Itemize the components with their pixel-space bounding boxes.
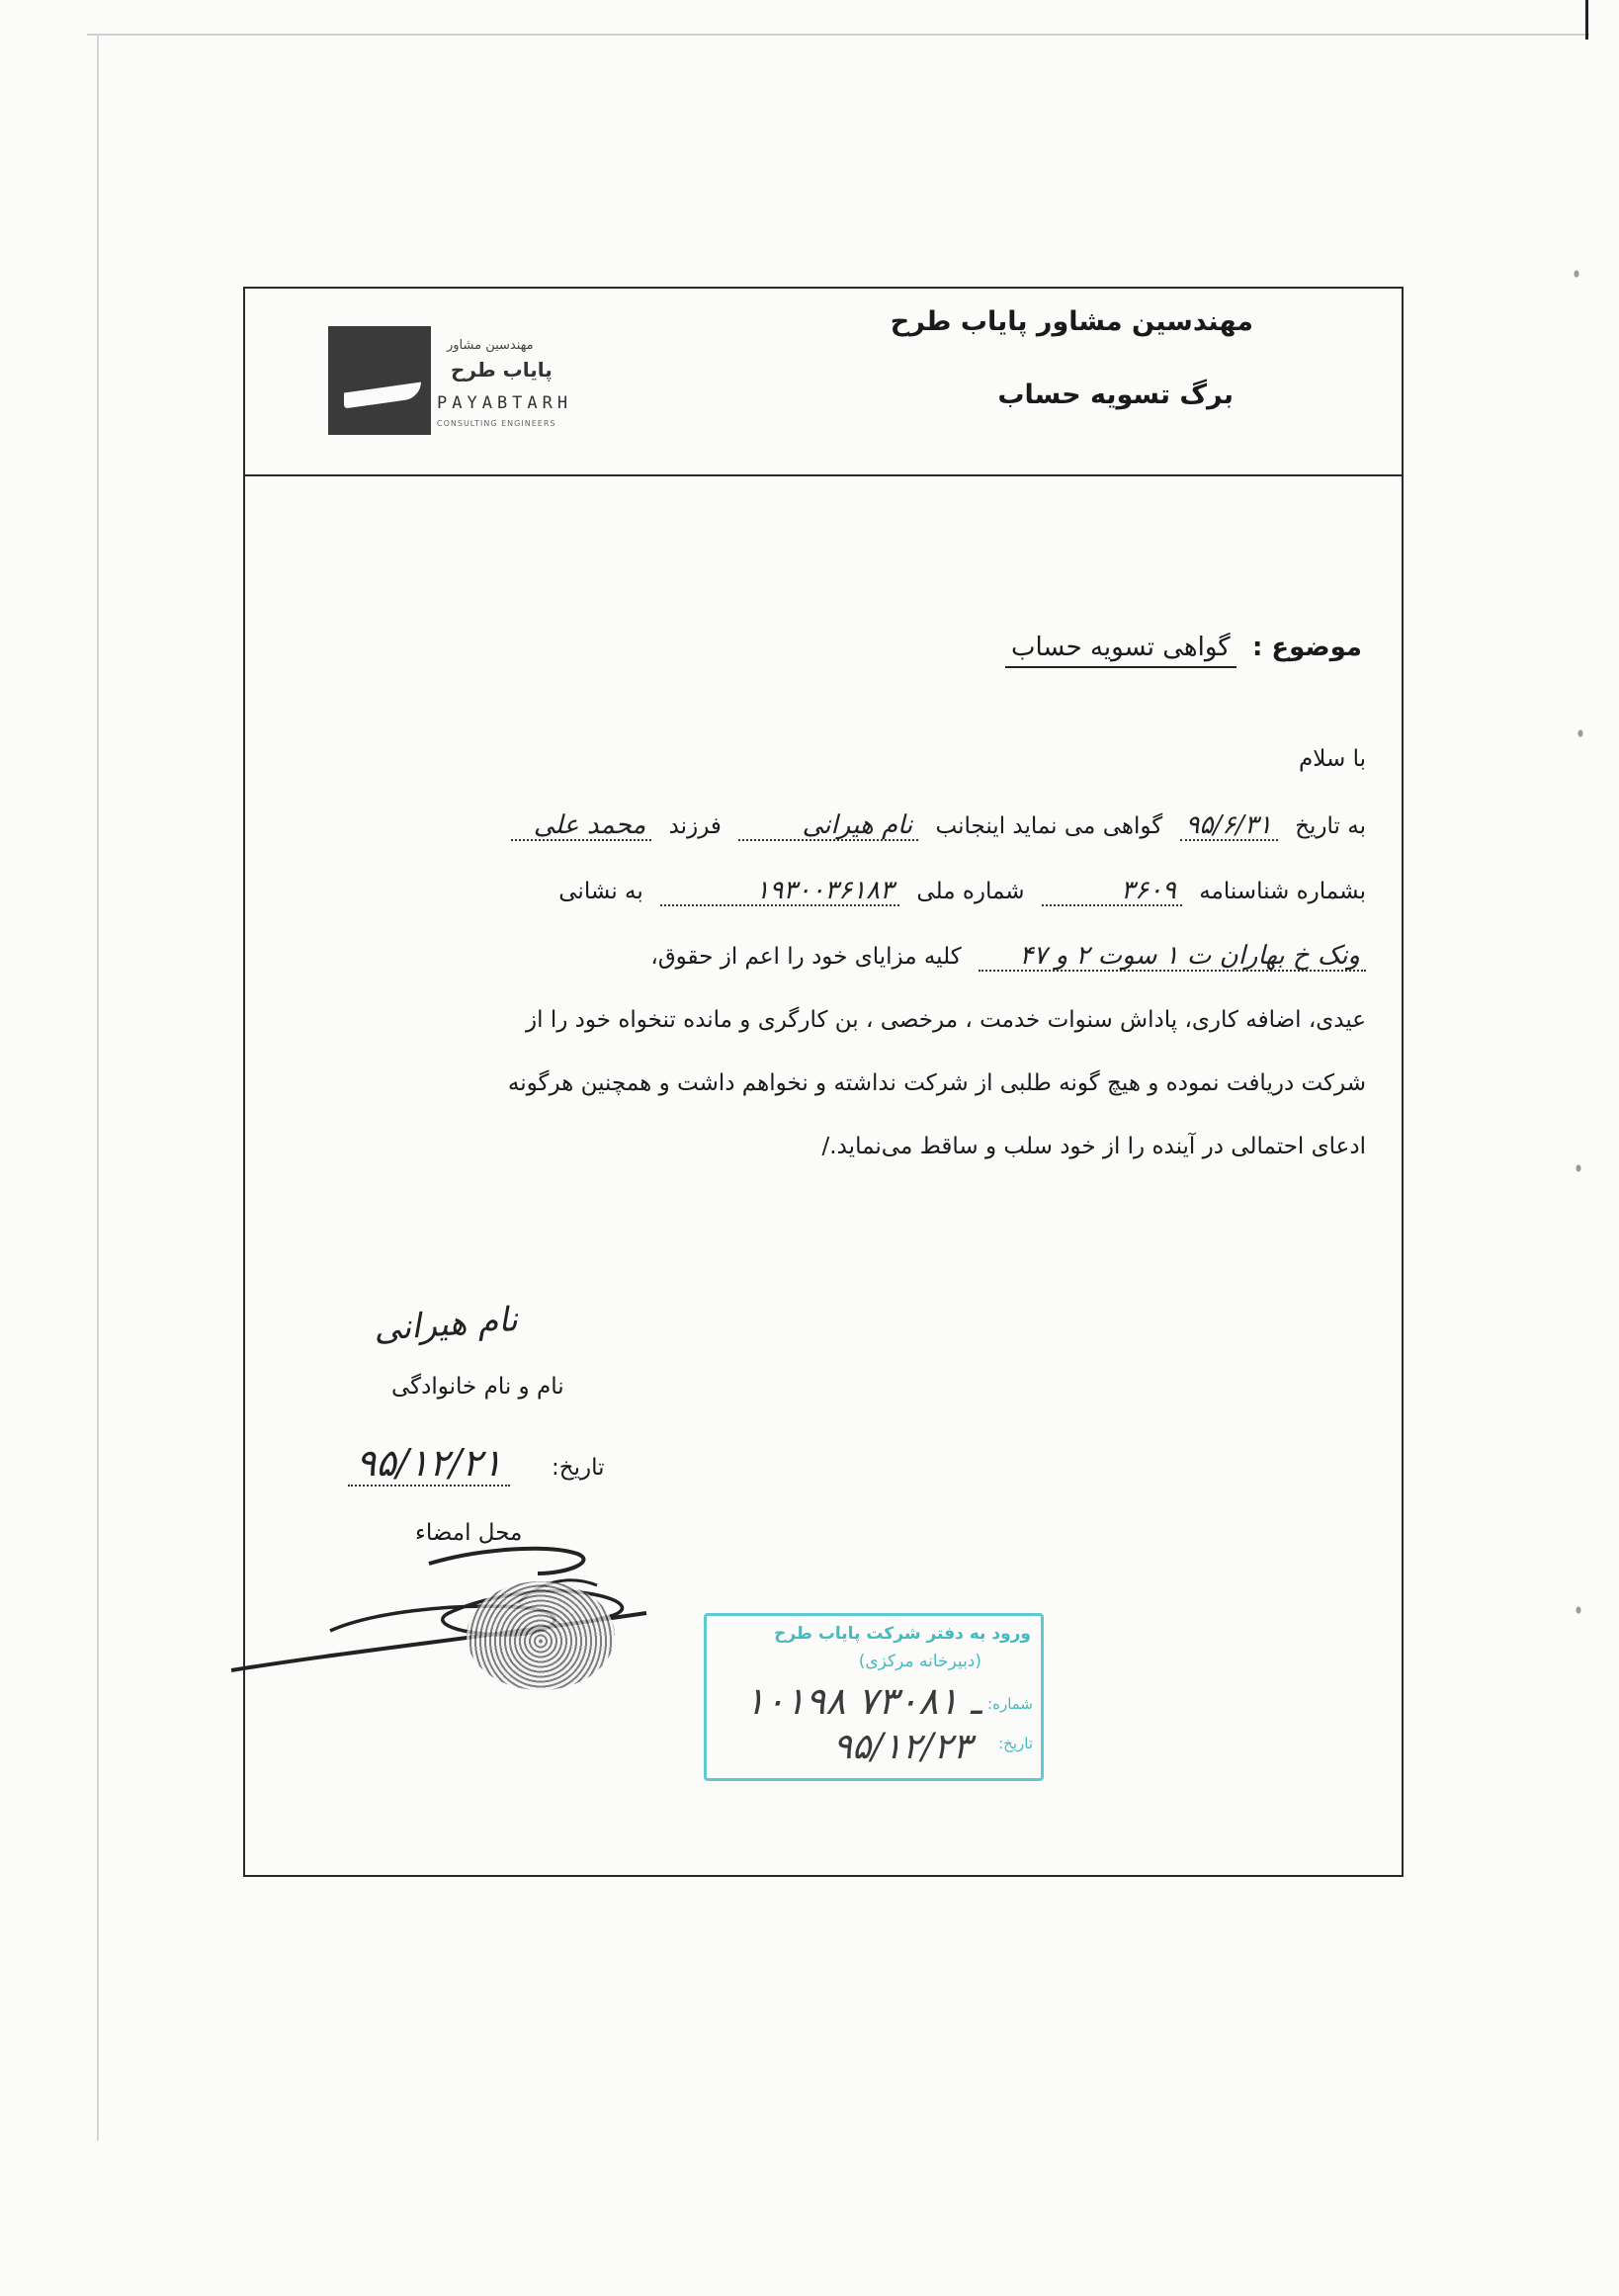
- body-line-ids: [558, 871, 1366, 912]
- document-frame: [243, 287, 1404, 1877]
- stamp-date-label: تاریخ:: [998, 1735, 1033, 1752]
- body-text: به نشانی: [558, 879, 643, 904]
- name-label: نام و نام خانوادگی: [391, 1374, 564, 1400]
- logo-en-subtitle: CONSULTING ENGINEERS: [437, 419, 556, 428]
- date-label: تاریخ:: [552, 1455, 605, 1481]
- body-text: شماره ملی: [916, 879, 1025, 904]
- scan-edge-left: [97, 36, 99, 2141]
- stamp-subtitle: (دبیرخانه مرکزی): [858, 1652, 981, 1671]
- company-logo: [328, 326, 664, 435]
- stamp-title: ورود به دفتر شرکت پایاب طرح: [774, 1624, 1031, 1644]
- scan-speck: [1572, 267, 1581, 281]
- fingerprint-icon: [467, 1581, 615, 1690]
- logo-en-name: PAYABTARH: [437, 393, 573, 413]
- subject-line: [1005, 633, 1362, 668]
- handwritten-full-name: نام هیرانی: [738, 811, 918, 841]
- stamp-number-label: شماره:: [987, 1695, 1033, 1713]
- handwritten-id-number: ۳۶۰۹: [1042, 877, 1182, 906]
- body-text: فرزند: [668, 813, 722, 839]
- stamp-number: ۱۰۱۹۸ ـ ۷۳۰۸۱: [744, 1679, 981, 1723]
- header-divider: [245, 474, 1402, 476]
- signature-place-label: محل امضاء: [415, 1520, 523, 1546]
- body-line-date-name: [511, 806, 1366, 847]
- body-text: به تاریخ: [1295, 813, 1366, 839]
- handwritten-date: ۹۵/۶/۳۱: [1180, 811, 1278, 841]
- scan-speck: [1574, 1161, 1583, 1175]
- logo-mark-icon: [328, 326, 431, 435]
- body-line-5: عیدی، اضافه کاری، پاداش سنوات خدمت ، مرخصی ، بن کارگری و مانده تنخواه خود را از: [526, 1007, 1366, 1033]
- logo-fa-subtitle: مهندسین مشاور: [447, 338, 534, 353]
- handwritten-sign-date: ۹۵/۱۲/۲۱: [348, 1441, 510, 1487]
- body-line-7: ادعای احتمالی در آینده را از خود سلب و ساقط می‌نماید./: [821, 1134, 1366, 1159]
- scan-speck: [1576, 726, 1585, 740]
- subject-value: گواهی تسویه حساب: [1005, 633, 1236, 668]
- registry-stamp: [704, 1613, 1044, 1781]
- body-text: کلیه مزایای خود را اعم از حقوق،: [650, 944, 962, 970]
- body-text: بشماره شناسنامه: [1199, 879, 1366, 904]
- scan-edge-top: [87, 34, 1589, 36]
- subject-label: موضوع :: [1251, 633, 1362, 662]
- stamp-date: ۹۵/۱۲/۲۳: [832, 1727, 972, 1767]
- handwritten-signer-name: نام هیرانی: [372, 1299, 520, 1350]
- company-name: مهندسین مشاور پایاب طرح: [890, 306, 1253, 337]
- logo-fa-name: پایاب طرح: [451, 358, 553, 382]
- form-title: برگ تسویه حساب: [997, 380, 1234, 410]
- handwritten-national-id: ۱۹۳۰۰۳۶۱۸۳: [660, 877, 899, 906]
- greeting: با سلام: [1299, 746, 1366, 772]
- body-text: گواهی می نماید اینجانب: [935, 813, 1163, 839]
- body-line-address: [650, 936, 1366, 978]
- body-line-6: شرکت دریافت نموده و هیچ گونه طلبی از شرکت نداشته و نخواهم داشت و همچنین هرگونه: [507, 1070, 1366, 1096]
- handwritten-father-name: محمد علی: [511, 811, 651, 841]
- handwritten-address: ونک خ بهاران ت ۱ سوت ۲ و ۴۷: [979, 942, 1366, 972]
- scan-edge-mark: [1585, 0, 1588, 40]
- scan-speck: [1574, 1603, 1583, 1617]
